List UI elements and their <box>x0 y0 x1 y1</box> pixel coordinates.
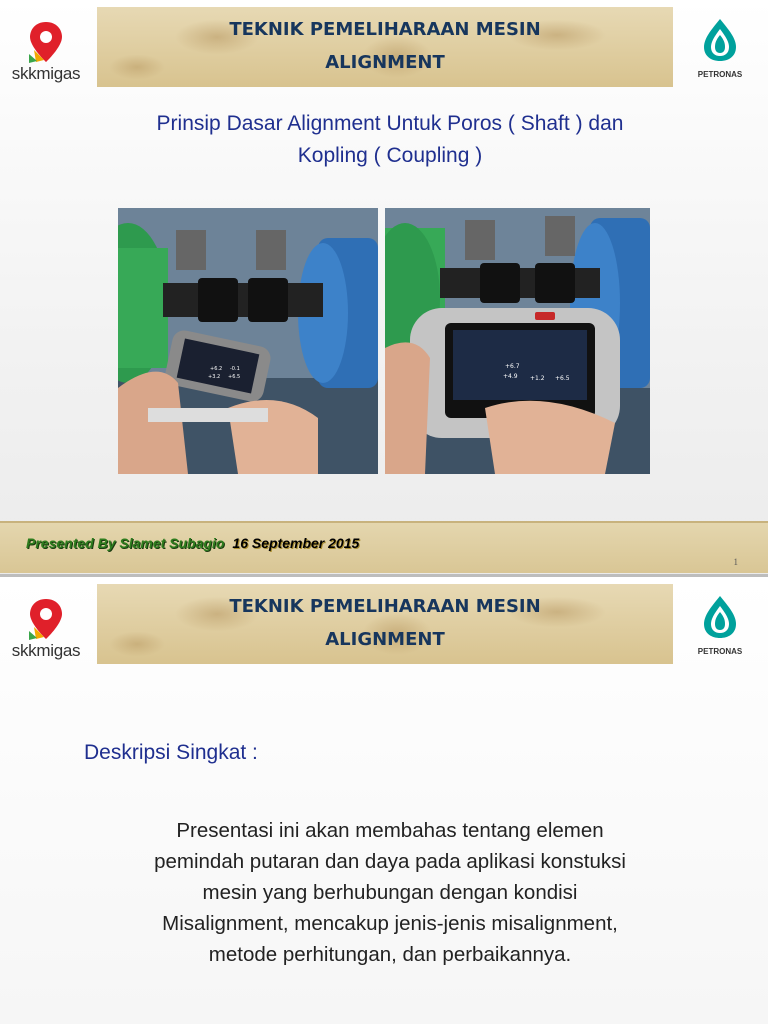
banner-title-line2: ALIGNMENT <box>325 629 445 650</box>
petronas-drop-icon <box>700 17 740 63</box>
alignment-photo-2-art <box>385 208 650 474</box>
section-title: Deskripsi Singkat : <box>84 741 258 764</box>
skkmigas-text: skkmigas <box>11 641 81 660</box>
banner-title-line1: TEKNIK PEMELIHARAAN MESIN <box>229 19 541 40</box>
skkmigas-pin-icon <box>26 597 66 641</box>
banner-title-line1: TEKNIK PEMELIHARAAN MESIN <box>229 596 541 617</box>
paragraph-line: Presentasi ini akan membahas tentang elemen <box>176 819 604 842</box>
alignment-photo-1-art <box>118 208 378 474</box>
presenter-line <box>26 535 359 551</box>
photo2-reading-3: +1.2 <box>530 375 545 382</box>
photo2-reading-4: +6.5 <box>555 375 570 382</box>
photo2-reading-2: +4.9 <box>503 373 518 380</box>
subtitle-line1: Prinsip Dasar Alignment Untuk Poros ( Shaft ) dan <box>156 112 624 135</box>
photo2-reading-1: +6.7 <box>505 363 520 370</box>
slide-footer <box>0 521 768 573</box>
title-banner <box>97 584 673 664</box>
photo1-reading-2: -0.1 <box>230 366 240 372</box>
photo1-reading-4: +6.5 <box>228 374 241 380</box>
petronas-logo <box>690 594 750 664</box>
photo1-reading-1: +6.2 <box>210 366 223 372</box>
petronas-logo <box>690 17 750 87</box>
petronas-text: PETRONAS <box>697 70 743 79</box>
slide-2 <box>0 577 768 1024</box>
skkmigas-pin-icon <box>26 20 66 64</box>
presenter-name: Presented By Slamet Subagio <box>26 535 225 551</box>
alignment-photo-2 <box>385 208 650 474</box>
skkmigas-text: skkmigas <box>11 64 81 83</box>
title-banner <box>97 7 673 87</box>
paragraph-line: mesin yang berhubungan dengan kondisi <box>202 881 578 904</box>
paragraph-line: pemindah putaran dan daya pada aplikasi konstuksi <box>154 850 626 873</box>
slide-subtitle <box>90 108 690 172</box>
alignment-photo-1 <box>118 208 378 474</box>
photo1-reading-3: +3.2 <box>208 374 221 380</box>
presentation-date: 16 September 2015 <box>232 535 360 551</box>
paragraph-line: metode perhitungan, dan perbaikannya. <box>208 943 572 966</box>
banner-title-line2: ALIGNMENT <box>325 52 445 73</box>
petronas-text: PETRONAS <box>697 647 743 656</box>
subtitle-line2: Kopling ( Coupling ) <box>297 144 483 167</box>
page-number: 1 <box>733 557 738 567</box>
description-paragraph <box>60 815 720 970</box>
petronas-drop-icon <box>700 594 740 640</box>
paragraph-line: Misalignment, mencakup jenis-jenis misalignment, <box>162 912 618 935</box>
skkmigas-logo <box>6 597 86 663</box>
skkmigas-logo <box>6 20 86 86</box>
